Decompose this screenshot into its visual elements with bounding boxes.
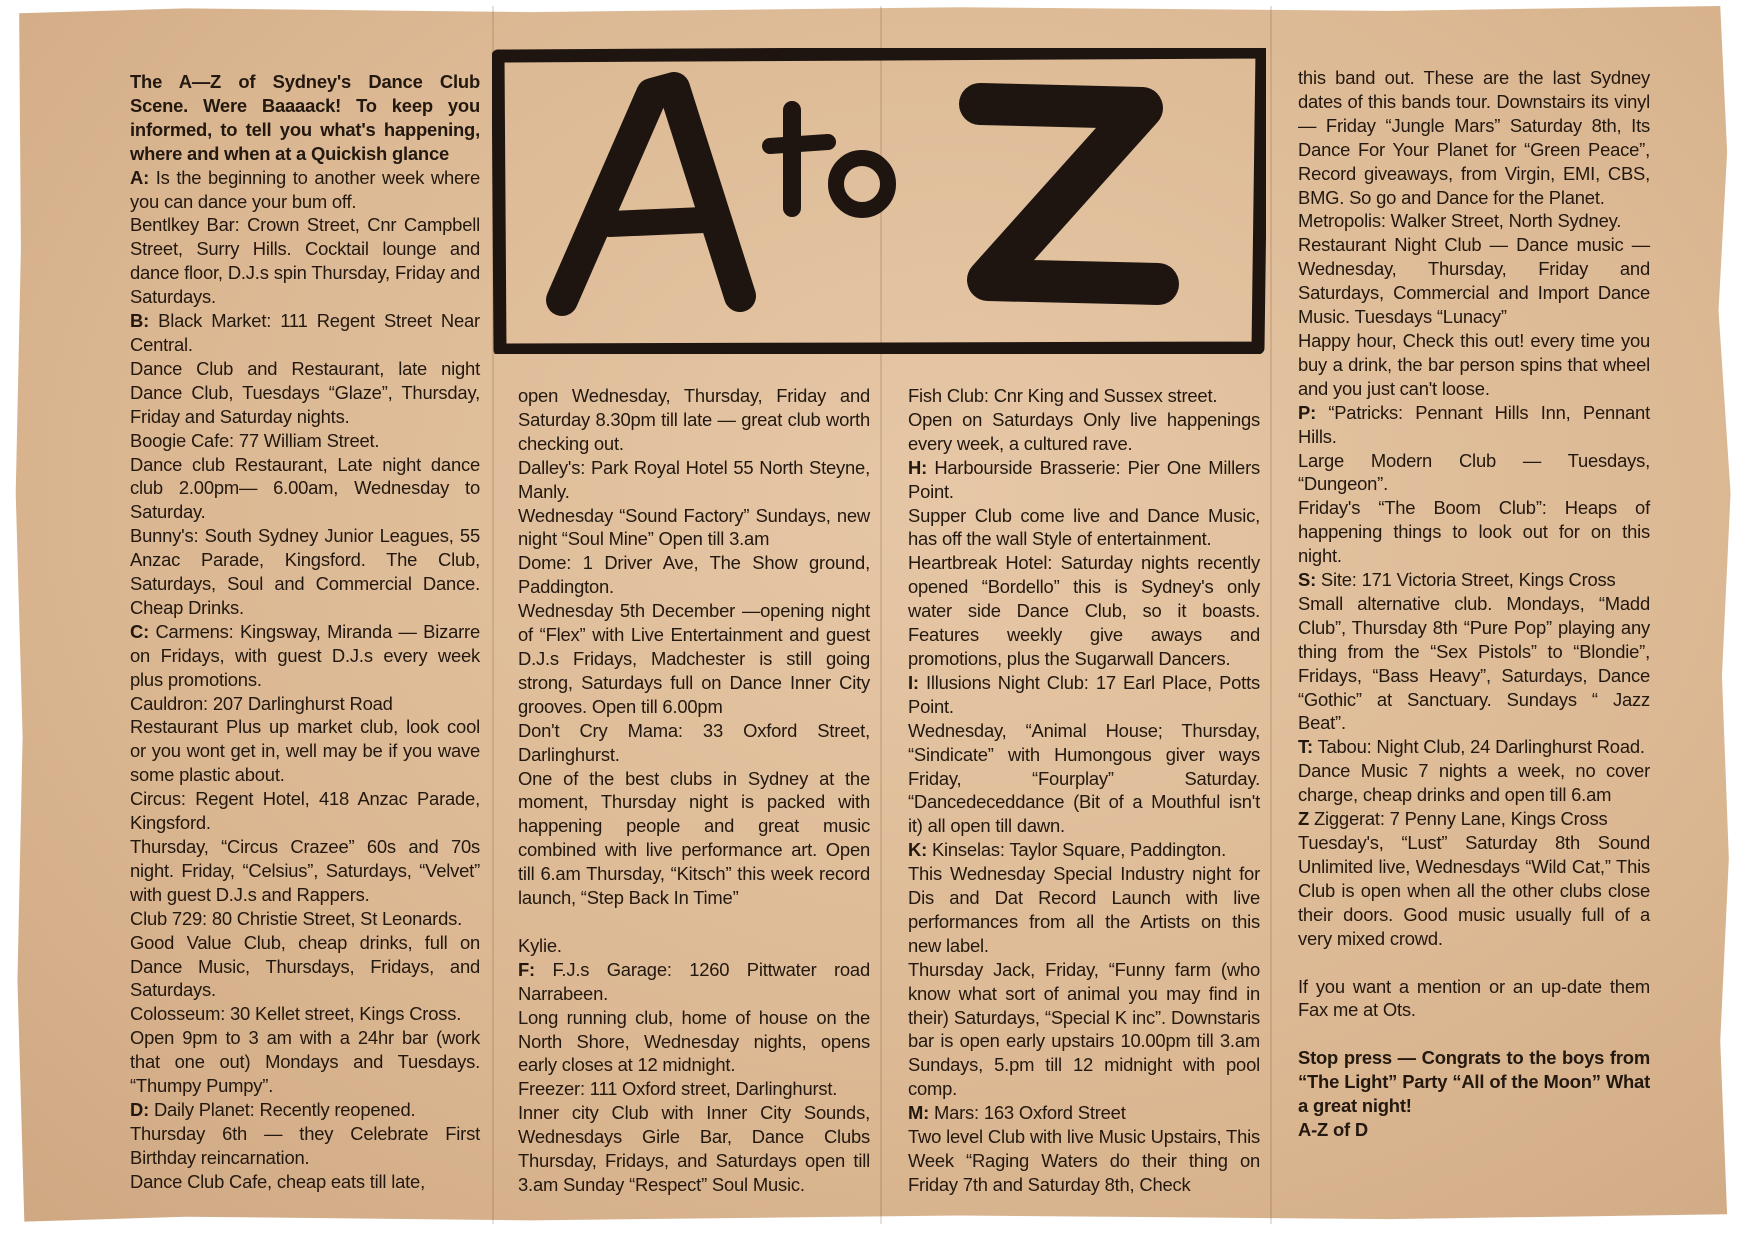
club-listing	[908, 671, 1260, 719]
listing-text: Open 9pm to 3 am with a 24hr bar (work that one out) Mondays and Tuesdays. “Thumpy Pumpy”.	[130, 1027, 480, 1097]
listing-text: Happy hour, Check this out! every time you buy a drink, the bar person spins that wheel and you just can't loose.	[1298, 329, 1650, 399]
listing-text: Fish Club: Cnr King and Sussex street.	[908, 385, 1218, 406]
paragraph-gap	[1298, 951, 1650, 975]
listing-text: Club 729: 80 Christie Street, St Leonards.	[130, 907, 463, 929]
club-listing	[130, 213, 480, 309]
a-to-z-logo	[492, 48, 1266, 354]
letter-marker: T:	[1298, 736, 1313, 758]
listing-text: Tuesday's, “Lust” Saturday 8th Sound Unlimited live, Wednesdays “Wild Cat,” This Club is open when all the other clubs close their doors. Good music usually full of a very mixed crowd.	[1298, 832, 1650, 949]
listing-text: Two level Club with live Music Upstairs, This Week “Raging Waters do their thing on Friday 7th and Saturday 8th, Check	[908, 1126, 1260, 1195]
listing-text: Heartbreak Hotel: Saturday nights recently opened “Bordello” this is Sydney's only water side Dance Club, so it boasts. Features weekly give aways and promotions, plus the Sugarwall Dancers.	[908, 552, 1260, 669]
letter-marker: D:	[130, 1098, 150, 1120]
listing-text: This Wednesday Special Industry night for Dis and Dat Record Launch with live performances from all the Artists on this new label.	[908, 863, 1260, 956]
letter-marker: K:	[908, 839, 928, 861]
listing-text: Boogie Cafe: 77 William Street.	[130, 429, 380, 451]
listing-text: Dance Club Cafe, cheap eats till late,	[130, 1170, 425, 1192]
letter-marker: C:	[130, 620, 150, 642]
listing-text: Harbourside Brasserie: Pier One Millers Point.	[908, 456, 1260, 502]
paragraph-gap	[518, 910, 870, 934]
listing-text: Open on Saturdays Only live happenings every week, a cultured rave.	[908, 408, 1260, 454]
club-listing	[130, 907, 480, 931]
letter-marker: P:	[1298, 401, 1316, 423]
club-listing	[518, 504, 870, 552]
club-listing	[130, 453, 480, 525]
club-listing	[130, 1170, 480, 1194]
club-listing	[908, 456, 1260, 504]
club-listing	[1298, 329, 1650, 401]
club-listing	[908, 551, 1260, 671]
club-listing	[130, 1002, 480, 1026]
club-listing	[518, 456, 870, 504]
listing-text: Black Market: 111 Regent Street Near Central.	[130, 310, 480, 355]
listing-text: Good Value Club, cheap drinks, full on Dance Music, Thursdays, Fridays, and Saturdays.	[130, 931, 480, 1001]
club-listing	[130, 620, 480, 692]
listing-text: Carmens: Kingsway, Miranda — Bizarre on Fridays, with guest D.J.s every week plus promotions.	[130, 620, 480, 690]
listing-text: Site: 171 Victoria Street, Kings Cross	[1320, 569, 1616, 591]
club-listing	[908, 1101, 1260, 1125]
club-listing	[1298, 568, 1650, 592]
listing-text: Dance club Restaurant, Late night dance club 2.00pm— 6.00am, Wednesday to Saturday.	[130, 453, 480, 523]
column-3-entries	[908, 384, 1260, 1197]
listing-text: Metropolis: Walker Street, North Sydney.	[1298, 210, 1622, 232]
column-1	[130, 70, 480, 1194]
club-listing	[518, 384, 870, 456]
listing-text: Don't Cry Mama: 33 Oxford Street, Darlinghurst.	[518, 719, 870, 765]
club-listing	[518, 1077, 870, 1101]
club-listing	[1298, 66, 1650, 209]
club-listing	[518, 1101, 870, 1197]
listing-text: Illusions Night Club: 17 Earl Place, Potts Point.	[908, 671, 1260, 717]
club-listing	[130, 715, 480, 787]
club-listing	[908, 958, 1260, 1101]
listing-text: Dance Club and Restaurant, late night Dance Club, Tuesdays “Glaze”, Thursday, Friday and Saturday nights.	[130, 357, 480, 427]
club-listing	[1298, 233, 1650, 329]
listing-text: If you want a mention or an up-date them Fax me at Ots.	[1298, 975, 1650, 1021]
club-listing	[1298, 209, 1650, 233]
club-listing	[130, 1026, 480, 1098]
letter-marker: F:	[518, 958, 535, 980]
listing-text: Dome: 1 Driver Ave, The Show ground, Paddington.	[518, 552, 870, 598]
listing-text: Supper Club come live and Dance Music, has off the wall Style of entertainment.	[908, 504, 1260, 550]
listing-text: Inner city Club with Inner City Sounds, Wednesdays Girle Bar, Dance Clubs Thursday, Fridays, and Saturdays open till 3.am Sunday “Respect” Soul Music.	[518, 1102, 870, 1195]
club-listing	[1298, 975, 1650, 1023]
club-listing	[130, 692, 480, 716]
club-listing	[518, 1006, 870, 1078]
listing-text: Long running club, home of house on the North Shore, Wednesday nights, opens early closes at 12 midnight.	[518, 1006, 870, 1076]
logo-text: A to Z	[492, 48, 495, 49]
club-listing	[908, 384, 1260, 408]
letter-marker: M:	[908, 1102, 930, 1124]
listing-text: Large Modern Club — Tuesdays, “Dungeon”.	[1298, 449, 1650, 495]
column-1-entries	[130, 166, 480, 1194]
club-listing	[518, 551, 870, 599]
paper-fold-line	[1270, 6, 1272, 1224]
listing-text: Wednesday 5th December —opening night of “Flex” with Live Entertainment and guest D.J.s Fridays, Madchester is still going strong, Saturdays full on Dance Inner City grooves. Open till 6.00pm	[518, 600, 870, 717]
club-listing	[130, 1122, 480, 1170]
listing-text: Cauldron: 207 Darlinghurst Road	[130, 692, 393, 714]
listing-text: Circus: Regent Hotel, 418 Anzac Parade, Kingsford.	[130, 788, 480, 834]
column-4-entries	[1298, 66, 1650, 1142]
club-listing	[908, 1125, 1260, 1197]
listing-text: Friday's “The Boom Club”: Heaps of happening things to look out for on this night.	[1298, 497, 1650, 567]
club-listing	[908, 719, 1260, 839]
listing-text: Is the beginning to another week where you can dance your bum off.	[130, 166, 480, 212]
listing-text: this band out. These are the last Sydney dates of this bands tour. Downstairs its vinyl — Friday “Jungle Mars” Saturday 8th, Its Dance For Your Planet for “Green Peace”, Record giveaways, from Virgin, EMI, CBS, BMG. So go and Dance for the Planet.	[1298, 67, 1650, 208]
letter-marker: H:	[908, 456, 928, 478]
a-to-z-logo-graphic	[492, 48, 1266, 354]
club-listing	[908, 862, 1260, 958]
listing-text: Freezer: 111 Oxford street, Darlinghurst.	[518, 1078, 838, 1100]
column-2-entries	[518, 384, 870, 1197]
club-listing	[1298, 592, 1650, 735]
column-4	[1298, 66, 1650, 1142]
listing-text: Kinselas: Taylor Square, Paddington.	[931, 839, 1226, 861]
letter-marker: I:	[908, 671, 919, 693]
club-listing	[1298, 807, 1650, 831]
listing-text: Wednesday “Sound Factory” Sundays, new night “Soul Mine” Open till 3.am	[518, 504, 870, 550]
club-listing	[130, 166, 480, 214]
letter-marker: A:	[130, 166, 150, 188]
listing-text: Kylie.	[518, 934, 562, 956]
club-listing	[908, 838, 1260, 862]
club-listing	[130, 524, 480, 620]
listing-text: Bentlkey Bar: Crown Street, Cnr Campbell Street, Surry Hills. Cocktail lounge and dance floor, D.J.s spin Thursday, Friday and Saturdays.	[130, 214, 480, 308]
listing-text: Dance Music 7 nights a week, no cover charge, cheap drinks and open till 6.am	[1298, 760, 1650, 806]
club-listing	[518, 719, 870, 767]
club-listing	[518, 599, 870, 719]
letter-marker: B:	[130, 310, 150, 332]
listing-text: A-Z of D	[1298, 1119, 1368, 1141]
listing-text: Colosseum: 30 Kellet street, Kings Cross.	[130, 1003, 462, 1025]
club-listing	[130, 931, 480, 1003]
column-2	[518, 384, 870, 1197]
club-listing	[1298, 1118, 1650, 1142]
listing-text: F.J.s Garage: 1260 Pittwater road Narrabeen.	[518, 958, 870, 1004]
listing-text: Restaurant Night Club — Dance music — Wednesday, Thursday, Friday and Saturdays, Commercial and Import Dance Music. Tuesdays “Lunacy”	[1298, 234, 1650, 328]
listing-text: Daily Planet: Recently reopened.	[153, 1098, 416, 1120]
listing-text: “Patricks: Pennant Hills Inn, Pennant Hills.	[1298, 401, 1650, 447]
club-listing	[1298, 759, 1650, 807]
listing-text: Restaurant Plus up market club, look cool or you wont get in, well may be if you wave some plastic about.	[130, 716, 480, 786]
listing-text: Mars: 163 Oxford Street	[933, 1102, 1126, 1124]
listing-text: Tabou: Night Club, 24 Darlinghurst Road.	[1317, 736, 1645, 758]
listing-text: open Wednesday, Thursday, Friday and Saturday 8.30pm till late — great club worth checking out.	[518, 385, 870, 454]
club-listing	[130, 787, 480, 835]
listing-text: Wednesday, “Animal House; Thursday, “Sindicate” with Humongous giver ways Friday, “Fourplay” Saturday. “Dancedeceddance (Bit of a Mouthful isn't it) all open till dawn.	[908, 719, 1260, 837]
club-listing	[130, 357, 480, 429]
listing-text: Stop press — Congrats to the boys from “The Light” Party “All of the Moon” What a great night!	[1298, 1047, 1650, 1117]
listing-text: Thursday, “Circus Crazee” 60s and 70s night. Friday, “Celsius”, Saturdays, “Velvet” with guest D.J.s and Rappers.	[130, 836, 480, 905]
listing-text: Dalley's: Park Royal Hotel 55 North Steyne, Manly.	[518, 456, 870, 502]
club-listing	[1298, 1046, 1650, 1118]
club-listing	[1298, 496, 1650, 568]
listing-text: Thursday 6th — they Celebrate First Birthday reincarnation.	[130, 1122, 480, 1168]
club-listing	[1298, 831, 1650, 951]
club-listing	[518, 767, 870, 910]
club-listing	[518, 934, 870, 958]
club-listing	[908, 408, 1260, 456]
paragraph-gap	[1298, 1022, 1650, 1046]
letter-marker: S:	[1298, 569, 1316, 591]
club-listing	[908, 504, 1260, 552]
column-3	[908, 384, 1260, 1197]
intro-heading: The A—Z of Sydney's Dance Club Scene. Were Baaaack! To keep you informed, to tell you what's happening, where and when at a Quickish glance	[130, 71, 480, 164]
letter-marker: Z	[1298, 808, 1310, 830]
club-listing	[1298, 735, 1650, 759]
club-listing	[518, 958, 870, 1006]
listing-text: Bunny's: South Sydney Junior Leagues, 55 Anzac Parade, Kingsford. The Club, Saturdays, Soul and Commercial Dance. Cheap Drinks.	[130, 525, 480, 618]
club-listing	[1298, 401, 1650, 449]
listing-text: One of the best clubs in Sydney at the moment, Thursday night is packed with happening people and great music combined with live performance art. Open till 6.am Thursday, “Kitsch” this week record launch, “Step Back In Time”	[518, 767, 870, 909]
club-listing	[1298, 449, 1650, 497]
listing-text: Small alternative club. Mondays, “Madd Club”, Thursday 8th “Pure Pop” playing any thing from the “Sex Pistols” to “Blondie”, Fridays, “Bass Heavy”, Saturdays, Dance “Gothic” at Sanctuary. Sundays “ Jazz Beat”.	[1298, 592, 1650, 734]
club-listing	[130, 309, 480, 357]
listing-text: Thursday Jack, Friday, “Funny farm (who know what sort of animal you may find in their) Saturdays, “Special K inc”. Downstaris bar is open early upstairs 10.00pm till 3.am Sundays, 5.pm till 12 midnight with pool comp.	[908, 958, 1260, 1100]
club-listing	[130, 835, 480, 907]
club-listing	[130, 1098, 480, 1122]
club-listing	[130, 429, 480, 453]
listing-text: Ziggerat: 7 Penny Lane, Kings Cross	[1313, 808, 1608, 830]
